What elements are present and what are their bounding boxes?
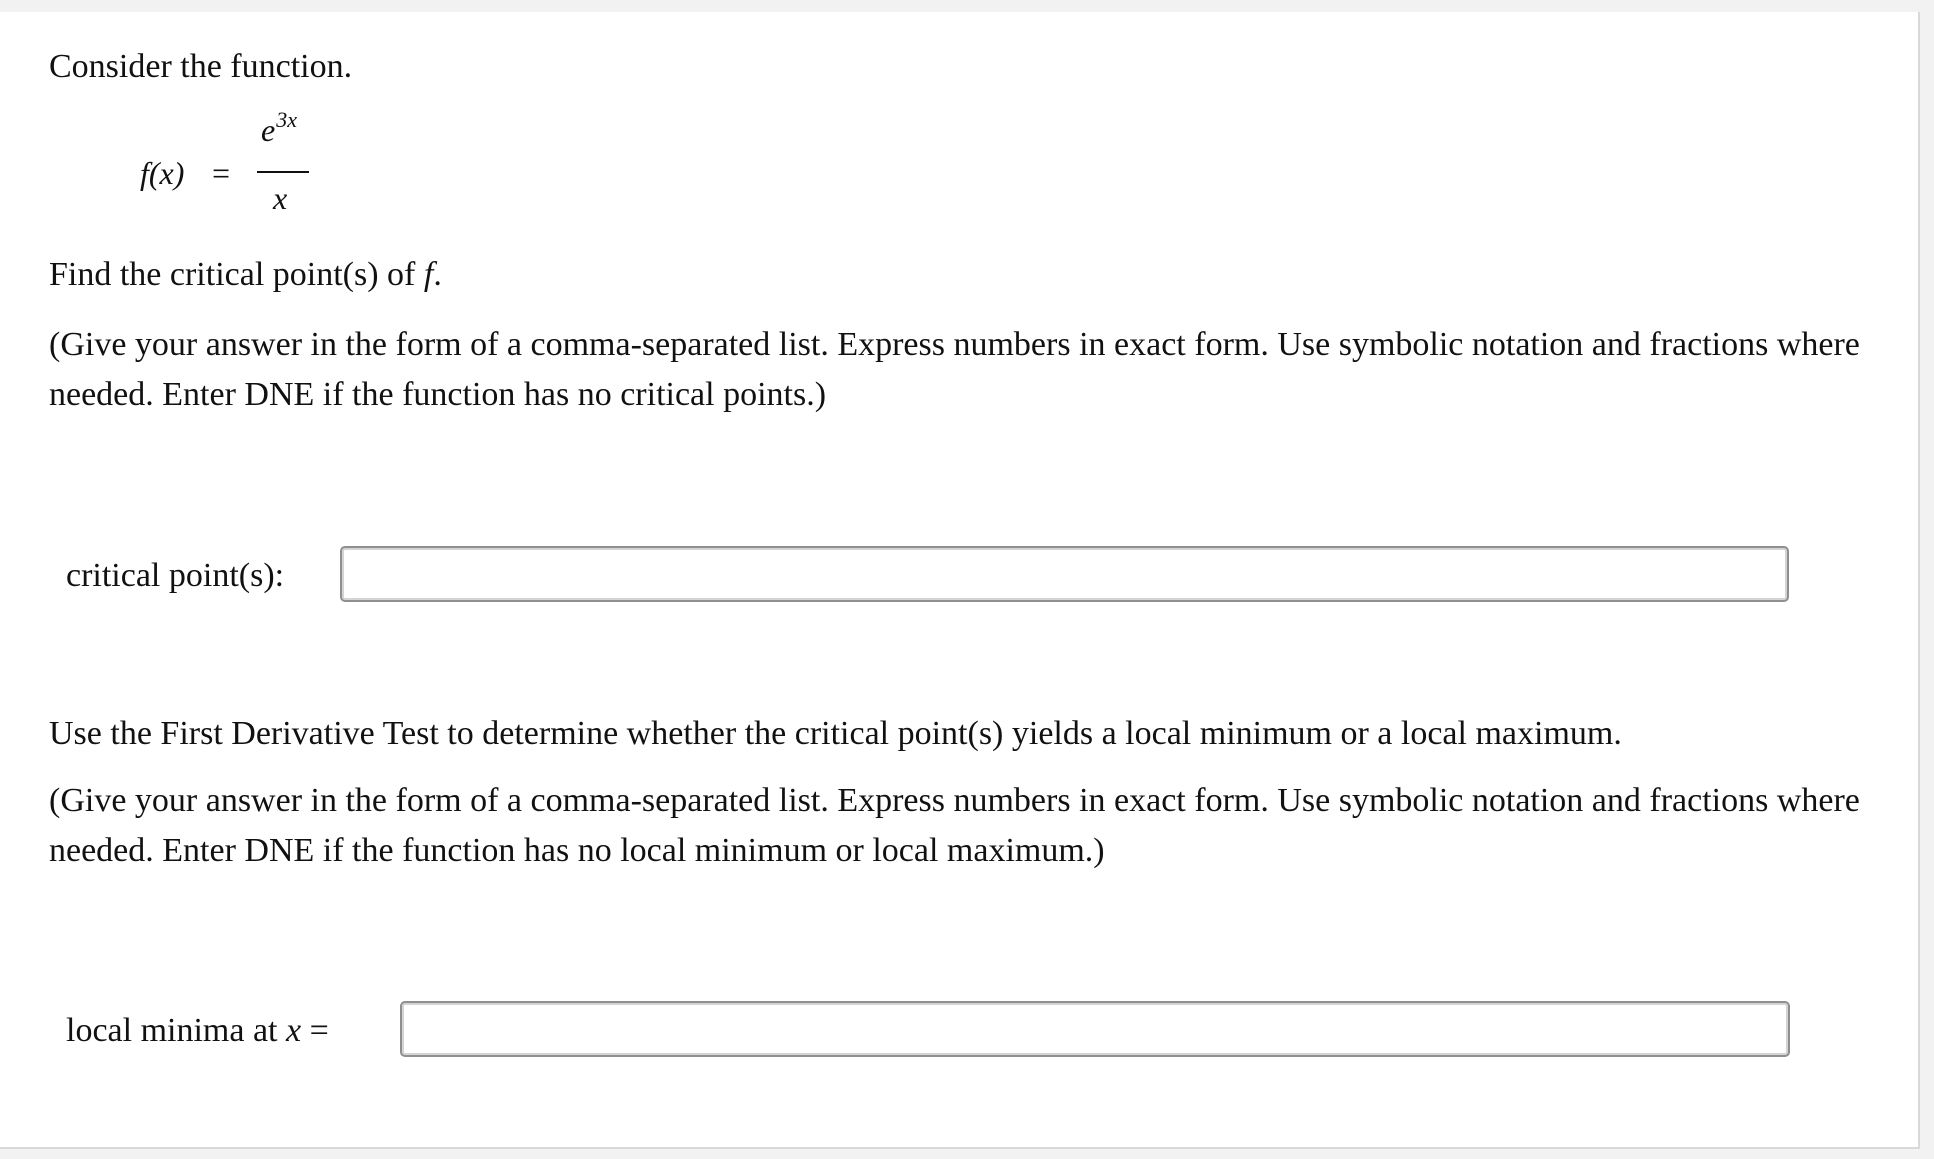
local-minima-label [66,1006,329,1056]
q1-instructions: (Give your answer in the form of a comma-separated list. Express numbers in exact form. Use symbolic notation and fractions where needed. Enter DNE if the function has no critical points.) [49,326,1860,413]
local-minima-label-prefix: local minima at [66,1012,286,1049]
numerator-base: e [261,112,276,148]
formula-lhs: f(x) [140,155,185,191]
q1-prompt-suffix: . [433,256,442,293]
local-minima-input[interactable] [400,1001,1790,1057]
q1-prompt-prefix: Find the critical point(s) of [49,256,424,293]
q1-prompt-var: f [423,256,434,293]
formula-numerator [261,107,297,149]
q1-prompt [49,250,442,300]
fraction-bar [257,171,309,173]
intro-text: Consider the function. [49,48,353,85]
critical-points-input[interactable] [340,546,1789,602]
local-minima-label-var: x [286,1012,302,1049]
q2-prompt: Use the First Derivative Test to determine whether the critical point(s) yields a local minimum or a local maximum. [49,715,1622,752]
formula-equals: = [212,155,231,191]
local-minima-label-suffix: = [301,1012,329,1049]
critical-points-label: critical point(s): [66,557,285,594]
formula-denominator: x [273,180,288,216]
question-panel [0,12,1920,1149]
numerator-exponent: 3x [276,107,297,132]
q2-instructions: (Give your answer in the form of a comma-separated list. Express numbers in exact form. Use symbolic notation and fractions where needed. Enter DNE if the function has no local minimum or local maximum.) [49,782,1860,869]
